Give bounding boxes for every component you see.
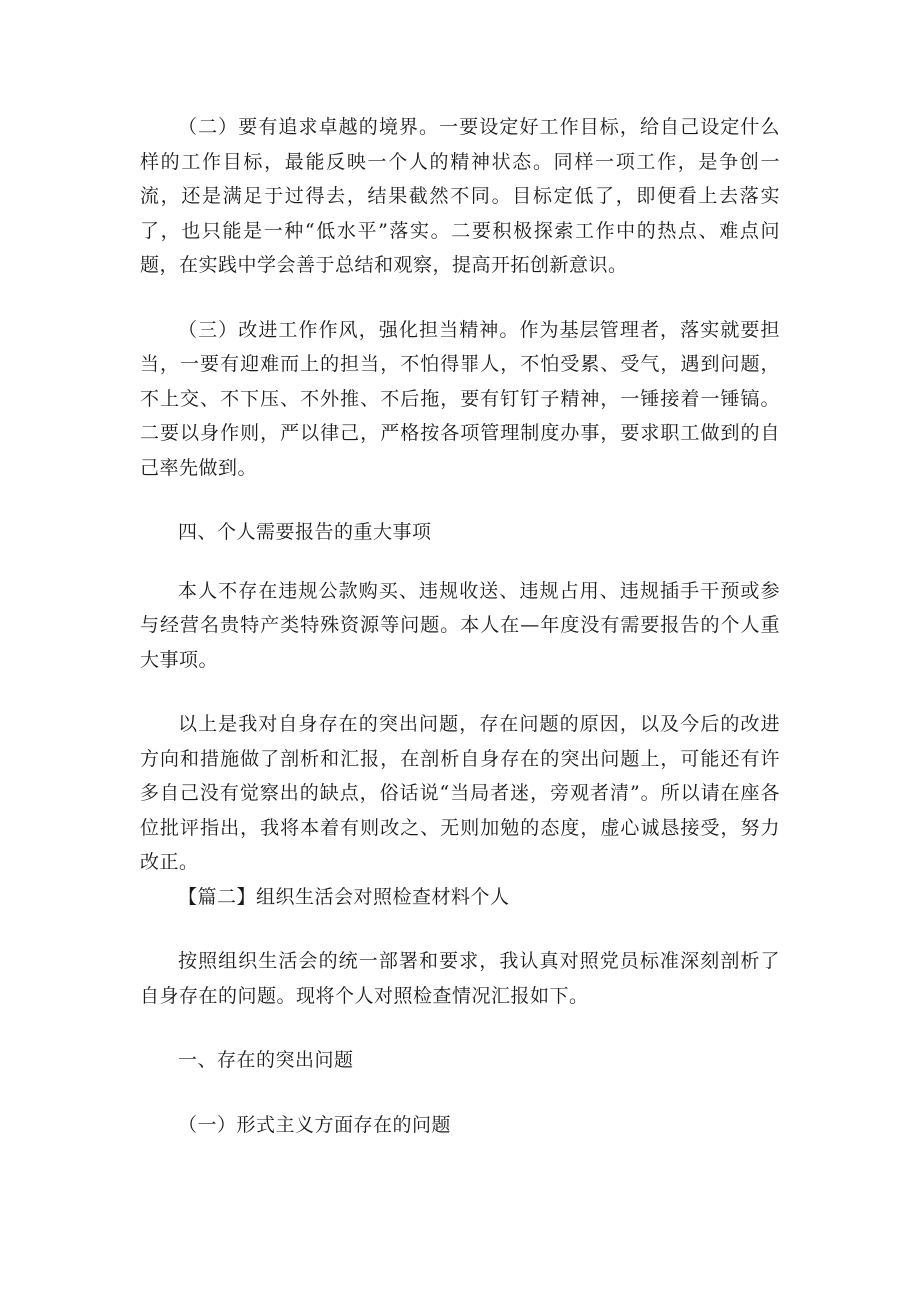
paragraph-major-matters: 本人不存在违规公款购买、违规收送、违规占用、违规插手干预或参与经营名贵特产类特殊资源等问题。本人在—年度没有需要报告的个人重大事项。 (140, 579, 780, 671)
chapter-title-part-two: 【篇二】组织生活会对照检查材料个人 (178, 885, 510, 908)
document-body (140, 110, 780, 1142)
paragraph-conclusion: 以上是我对自身存在的突出问题，存在问题的原因，以及今后的改进方向和措施做了剖析和汇报，在剖析自身存在的突出问题上，可能还有许多自己没有觉察出的缺点，俗话说“当局者迷，旁观者清”。所以请在座各位批评指出，我将本着有则改之、无则加勉的态度，虚心诚恳接受，努力改正。 (140, 713, 780, 873)
section-heading-major-matters: 四、个人需要报告的重大事项 (178, 521, 432, 543)
paragraph-work-style: （三）改进工作作风，强化担当精神。作为基层管理者，落实就要担当，一要有迎难而上的担当，不怕得罪人，不怕受累、受气，遇到问题，不上交、不下压、不外推、不后拖，要有钉钉子精神，一锤接着一锤镐。二要以身作则，严以律己，严格按各项管理制度办事，要求职工做到的自己率先做到。 (140, 318, 780, 479)
section-heading-outstanding-problems: 一、存在的突出问题 (178, 1049, 354, 1071)
subsection-heading-formalism: （一）形式主义方面存在的问题 (178, 1113, 452, 1136)
paragraph-introduction: 按照组织生活会的统一部署和要求，我认真对照党员标准深刻剖析了自身存在的问题。现将个人对照检查情况汇报如下。 (140, 950, 780, 1007)
paragraph-pursue-excellence: （二）要有追求卓越的境界。一要设定好工作目标，给自己设定什么样的工作目标，最能反映一个人的精神状态。同样一项工作，是争创一流，还是满足于过得去，结果截然不同。目标定低了，即便看上去落实了，也只能是一种“低水平”落实。二要积极探索工作中的热点、难点问题，在实践中学会善于总结和观察，提高开拓创新意识。 (140, 116, 780, 276)
